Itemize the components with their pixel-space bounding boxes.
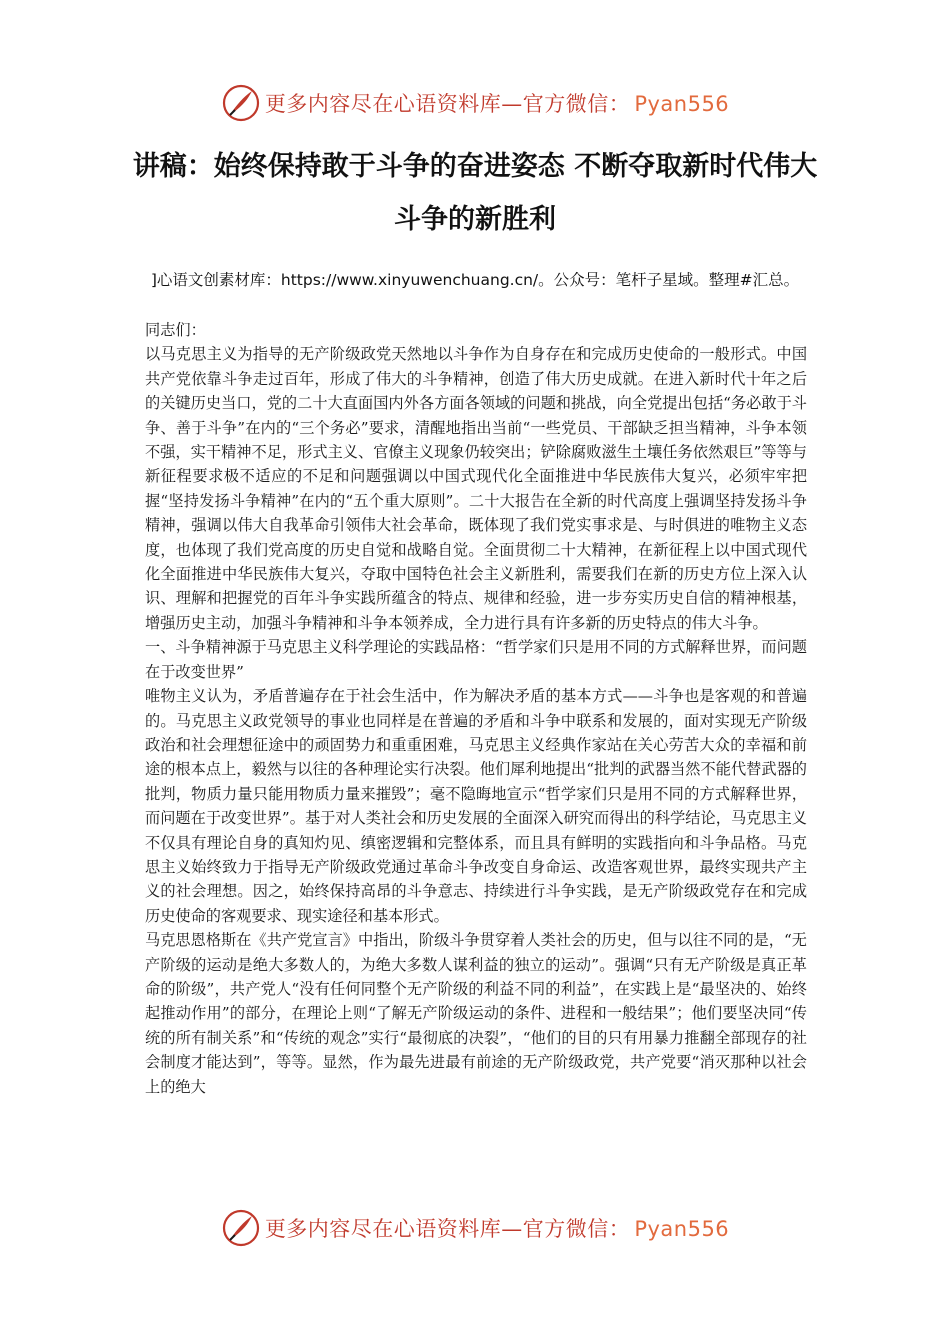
header-watermark-banner <box>0 78 950 128</box>
wechat-handle: Pyan556 <box>634 92 730 116</box>
source-line: ]心语文创素材库：https://www.xinyuwenchuang.cn/。公众号：笔杆子星域。整理#汇总。 <box>150 271 800 289</box>
document-body <box>145 318 807 1099</box>
footer-watermark-banner <box>0 1203 950 1253</box>
document-title: 讲稿：始终保持敢于斗争的奋进姿态 不断夺取新时代伟大斗争的新胜利 <box>132 151 818 235</box>
body-paragraph: 以马克思主义为指导的无产阶级政党天然地以斗争作为自身存在和完成历史使命的一般形式。中国共产党依靠斗争走过百年，形成了伟大的斗争精神，创造了伟大历史成就。在进入新时代十年之后的关键历史当口，党的二十大直面国内外各方面各领域的问题和挑战，向全党提出包括“务必敢于斗争、善于斗争”在内的“三个务必”要求，清醒地指出当前“一些党员、干部缺乏担当精神，斗争本领不强，实干精神不足，形式主义、官僚主义现象仍较突出；铲除腐败滋生土壤任务依然艰巨”等等与新征程要求极不适应的不足和问题强调以中国式现代化全面推进中华民族伟大复兴，必须牢牢把握“坚持发扬斗争精神”在内的“五个重大原则”。二十大报告在全新的时代高度上强调坚持发扬斗争精神，强调以伟大自我革命引领伟大社会革命，既体现了我们党实事求是、与时俱进的唯物主义态度，也体现了我们党高度的历史自觉和战略自觉。全面贯彻二十大精神，在新征程上以中国式现代化全面推进中华民族伟大复兴，夺取中国特色社会主义新胜利，需要我们在新的历史方位上深入认识、理解和把握党的百年斗争实践所蕴含的特点、规律和经验，进一步夯实历史自信的精神根基，增强历史主动，加强斗争精神和斗争本领养成，全力进行具有许多新的历史特点的伟大斗争。 <box>145 345 807 632</box>
wechat-handle: Pyan556 <box>634 1217 730 1241</box>
banner-text: 更多内容尽在心语资料库—官方微信： Pyan556 <box>264 92 730 116</box>
banner-text: 更多内容尽在心语资料库—官方微信： Pyan556 <box>264 1217 730 1241</box>
salutation: 同志们： <box>145 321 206 339</box>
body-paragraph: 马克思恩格斯在《共产党宣言》中指出，阶级斗争贯穿着人类社会的历史，但与以往不同的是，“无产阶级的运动是绝大多数人的，为绝大多数人谋利益的独立的运动”。强调“只有无产阶级是真正革命的阶级”，共产党人“没有任何同整个无产阶级的利益不同的利益”，在实践上是“最坚决的、始终起推动作用”的部分，在理论上则“了解无产阶级运动的条件、进程和一般结果”；他们要坚决同“传统的所有制关系”和“传统的观念”实行“最彻底的决裂”，“他们的目的只有用暴力推翻全部现存的社会制度才能达到”，等等。显然，作为最先进最有前途的无产阶级政党，共产党要“消灭那种以社会上的绝大 <box>145 931 807 1096</box>
body-paragraph: 唯物主义认为，矛盾普遍存在于社会生活中，作为解决矛盾的基本方式——斗争也是客观的和普遍的。马克思主义政党领导的事业也同样是在普遍的矛盾和斗争中联系和发展的，面对实现无产阶级政治和社会理想征途中的顽固势力和重重困难，马克思主义经典作家站在关心劳苦大众的幸福和前途的根本点上，毅然与以往的各种理论实行决裂。他们犀利地提出“批判的武器当然不能代替武器的批判，物质力量只能用物质力量来摧毁”；毫不隐晦地宣示“哲学家们只是用不同的方式解释世界，而问题在于改变世界”。基于对人类社会和历史发展的全面深入研究而得出的科学结论，马克思主义不仅具有理论自身的真知灼见、缜密逻辑和完整体系，而且具有鲜明的实践指向和斗争品格。马克思主义始终致力于指导无产阶级政党通过革命斗争改变自身命运、改造客观世界，最终实现共产主义的社会理想。因之，始终保持高昂的斗争意志、持续进行斗争实践，是无产阶级政党存在和完成历史使命的客观要求、现实途径和基本形式。 <box>145 687 807 925</box>
section-heading: 一、斗争精神源于马克思主义科学理论的实践品格：“哲学家们只是用不同的方式解释世界，而问题在于改变世界” <box>145 638 807 681</box>
quill-logo-icon <box>221 1208 261 1248</box>
quill-logo-icon <box>221 83 261 123</box>
